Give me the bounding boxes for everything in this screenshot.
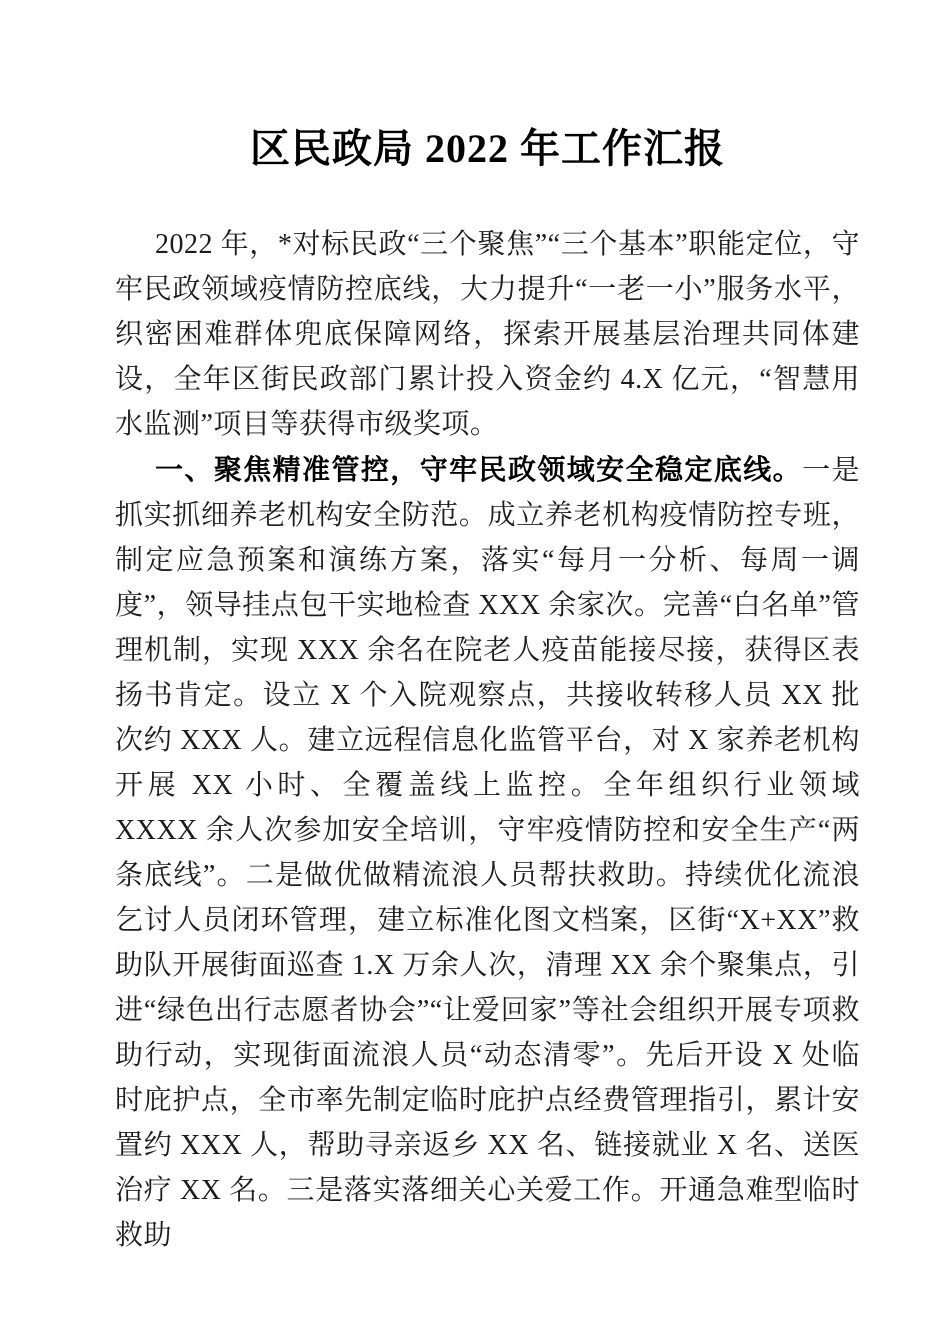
- document-title: 区民政局 2022 年工作汇报: [250, 126, 725, 171]
- intro-paragraph-text: 2022 年，*对标民政“三个聚焦”“三个基本”职能定位，守牢民政领域疫情防控底线，大力提升“一老一小”服务水平，织密困难群体兜底保障网络，探索开展基层治理共同体建设，全年区街民政部门累计投入资金约 4.X 亿元，“智慧用水监测”项目等获得市级奖项。: [115, 229, 860, 440]
- intro-paragraph: [115, 222, 860, 447]
- section-1-heading: 一、聚焦精准管控，守牢民政领域安全稳定底线。: [155, 454, 803, 485]
- section-1-body-text: 一是抓实抓细养老机构安全防范。成立养老机构疫情防控专班，制定应急预案和演练方案，落实“每月一分析、每周一调度”，领导挂点包干实地检查 XXX 余家次。完善“白名单”管理机制，实现 XXX 余名在院老人疫苗能接尽接，获得区表扬书肯定。设立 X 个入院观察点，共接收转移人员 XX 批次约 XXX 人。建立远程信息化监管平台，对 X 家养老机构开展 XX 小时、全覆盖线上监控。全年组织行业领域 XXXX 余人次参加安全培训，守牢疫情防控和安全生产“两条底线”。二是做优做精流浪人员帮扶救助。持续优化流浪乞讨人员闭环管理，建立标准化图文档案，区街“X+XX”救助队开展街面巡查 1.X 万余人次，清理 XX 余个聚集点，引进“绿色出行志愿者协会”“让爱回家”等社会组织开展专项救助行动，实现街面流浪人员“动态清零”。先后开设 X 处临时庇护点，全市率先制定临时庇护点经费管理指引，累计安置约 XXX 人，帮助寻亲返乡 XX 名、链接就业 X 名、送医治疗 XX 名。三是落实落细关心关爱工作。开通急难型临时救助: [115, 455, 860, 1251]
- section-1-paragraph: [115, 447, 860, 1258]
